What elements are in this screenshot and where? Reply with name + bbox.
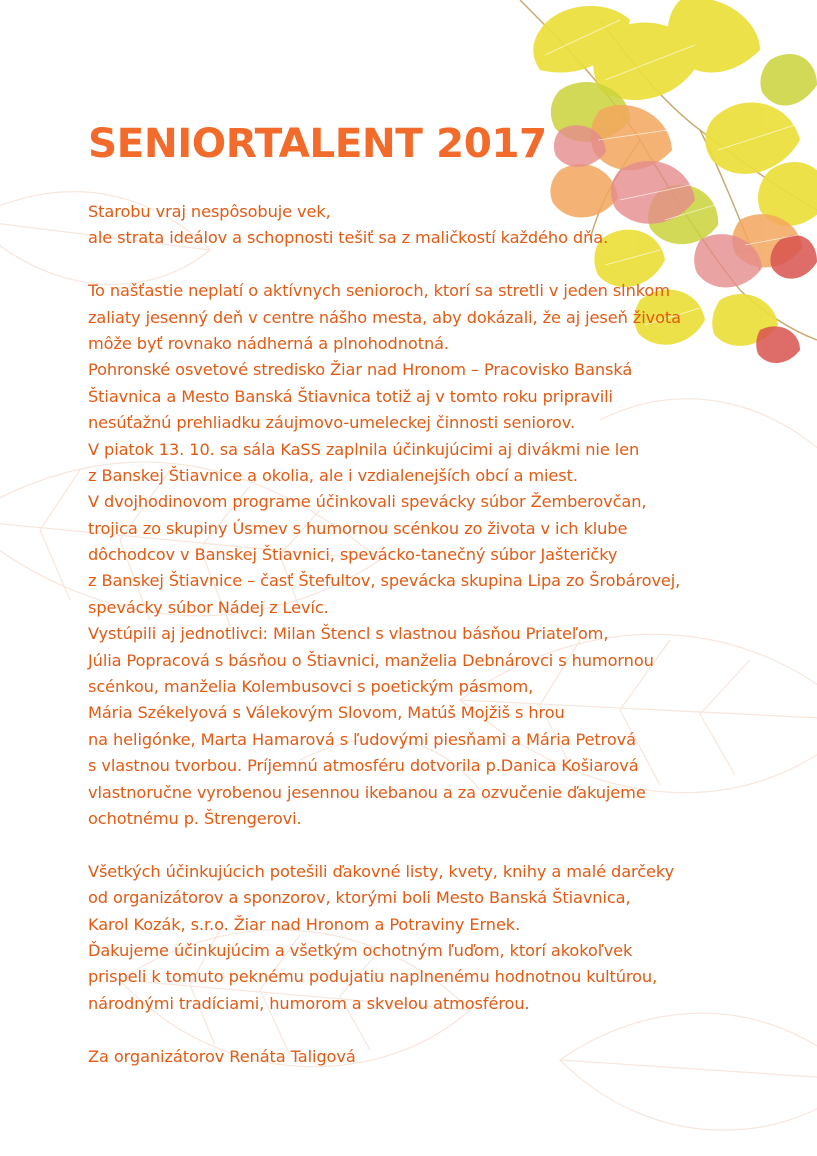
- text-line: Ďakujeme účinkujúcim a všetkým ochotným ľuďom, ktorí akokoľvek: [88, 940, 633, 960]
- text-line: Vystúpili aj jednotlivci: Milan Štencl s vlastnou básňou Priateľom,: [88, 624, 609, 644]
- text-line: z Banskej Štiavnice – časť Štefultov, spevácka skupina Lipa zo Šrobárovej,: [88, 571, 681, 591]
- text-line: dôchodcov v Banskej Štiavnici, spevácko-tanečný súbor Jašteričky: [88, 545, 618, 565]
- text-line: Všetkých účinkujúcich potešili ďakovné listy, kvety, knihy a malé darčeky: [88, 861, 675, 881]
- article-body: [88, 199, 808, 1070]
- text-line: nesúťažnú prehliadku záujmovo-umeleckej činnosti seniorov.: [88, 413, 575, 433]
- text-line: vlastnoručne vyrobenou jesennou ikebanou a za ozvučenie ďakujeme: [88, 782, 646, 802]
- text-line: s vlastnou tvorbou. Príjemnú atmosféru dotvorila p.Danica Košiarová: [88, 756, 639, 776]
- paragraph-gap: [88, 832, 808, 858]
- text-line: zaliaty jesenný deň v centre nášho mesta, aby dokázali, že aj jeseň života: [88, 307, 681, 327]
- text-line: Starobu vraj nespôsobuje vek,: [88, 202, 331, 221]
- signature-line: Za organizátorov Renáta Taligová: [88, 1046, 356, 1066]
- text-line: V dvojhodinovom programe účinkovali spevácky súbor Žemberovčan,: [88, 492, 647, 512]
- text-line: od organizátorov a sponzorov, ktorými boli Mesto Banská Štiavnica,: [88, 888, 631, 908]
- text-line: trojica zo skupiny Úsmev s humornou scénkou zo života v ich klube: [88, 518, 628, 538]
- paragraph-gap: [88, 252, 808, 278]
- text-line: na heligónke, Marta Hamarová s ľudovými piesňami a Mária Petrová: [88, 729, 636, 749]
- text-line: Karol Kozák, s.r.o. Žiar nad Hronom a Potraviny Ernek.: [88, 914, 521, 934]
- paragraph-gap: [88, 1017, 808, 1043]
- text-line: To našťastie neplatí o aktívnych senioroch, ktorí sa stretli v jeden slnkom: [88, 281, 670, 301]
- text-line: spevácky súbor Nádej z Levíc.: [88, 597, 329, 617]
- text-line: prispeli k tomuto peknému podujatiu naplnenému hodnotnou kultúrou,: [88, 967, 658, 987]
- text-line: V piatok 13. 10. sa sála KaSS zaplnila účinkujúcimi aj divákmi nie len: [88, 439, 640, 459]
- text-line: z Banskej Štiavnice a okolia, ale i vzdialenejších obcí a miest.: [88, 465, 578, 485]
- text-line: scénkou, manželia Kolembusovci s poetickým pásmom,: [88, 677, 534, 697]
- page-title: SENIORTALENT 2017: [88, 119, 547, 167]
- text-line: môže byť rovnako nádherná a plnohodnotná.: [88, 333, 449, 353]
- text-line: Júlia Popracová s básňou o Štiavnici, manželia Debnárovci s humornou: [88, 650, 654, 670]
- text-line: ochotnému p. Štrengerovi.: [88, 808, 302, 828]
- text-line: ale strata ideálov a schopnosti tešiť sa z maličkostí každého dňa.: [88, 228, 609, 248]
- text-line: Pohronské osvetové stredisko Žiar nad Hronom – Pracovisko Banská: [88, 360, 633, 380]
- text-line: Štiavnica a Mesto Banská Štiavnica totiž aj v tomto roku pripravili: [88, 386, 613, 406]
- text-line: národnými tradíciami, humorom a skvelou atmosférou.: [88, 993, 530, 1013]
- text-line: Mária Székelyová s Válekovým Slovom, Matúš Mojžiš s hrou: [88, 703, 565, 723]
